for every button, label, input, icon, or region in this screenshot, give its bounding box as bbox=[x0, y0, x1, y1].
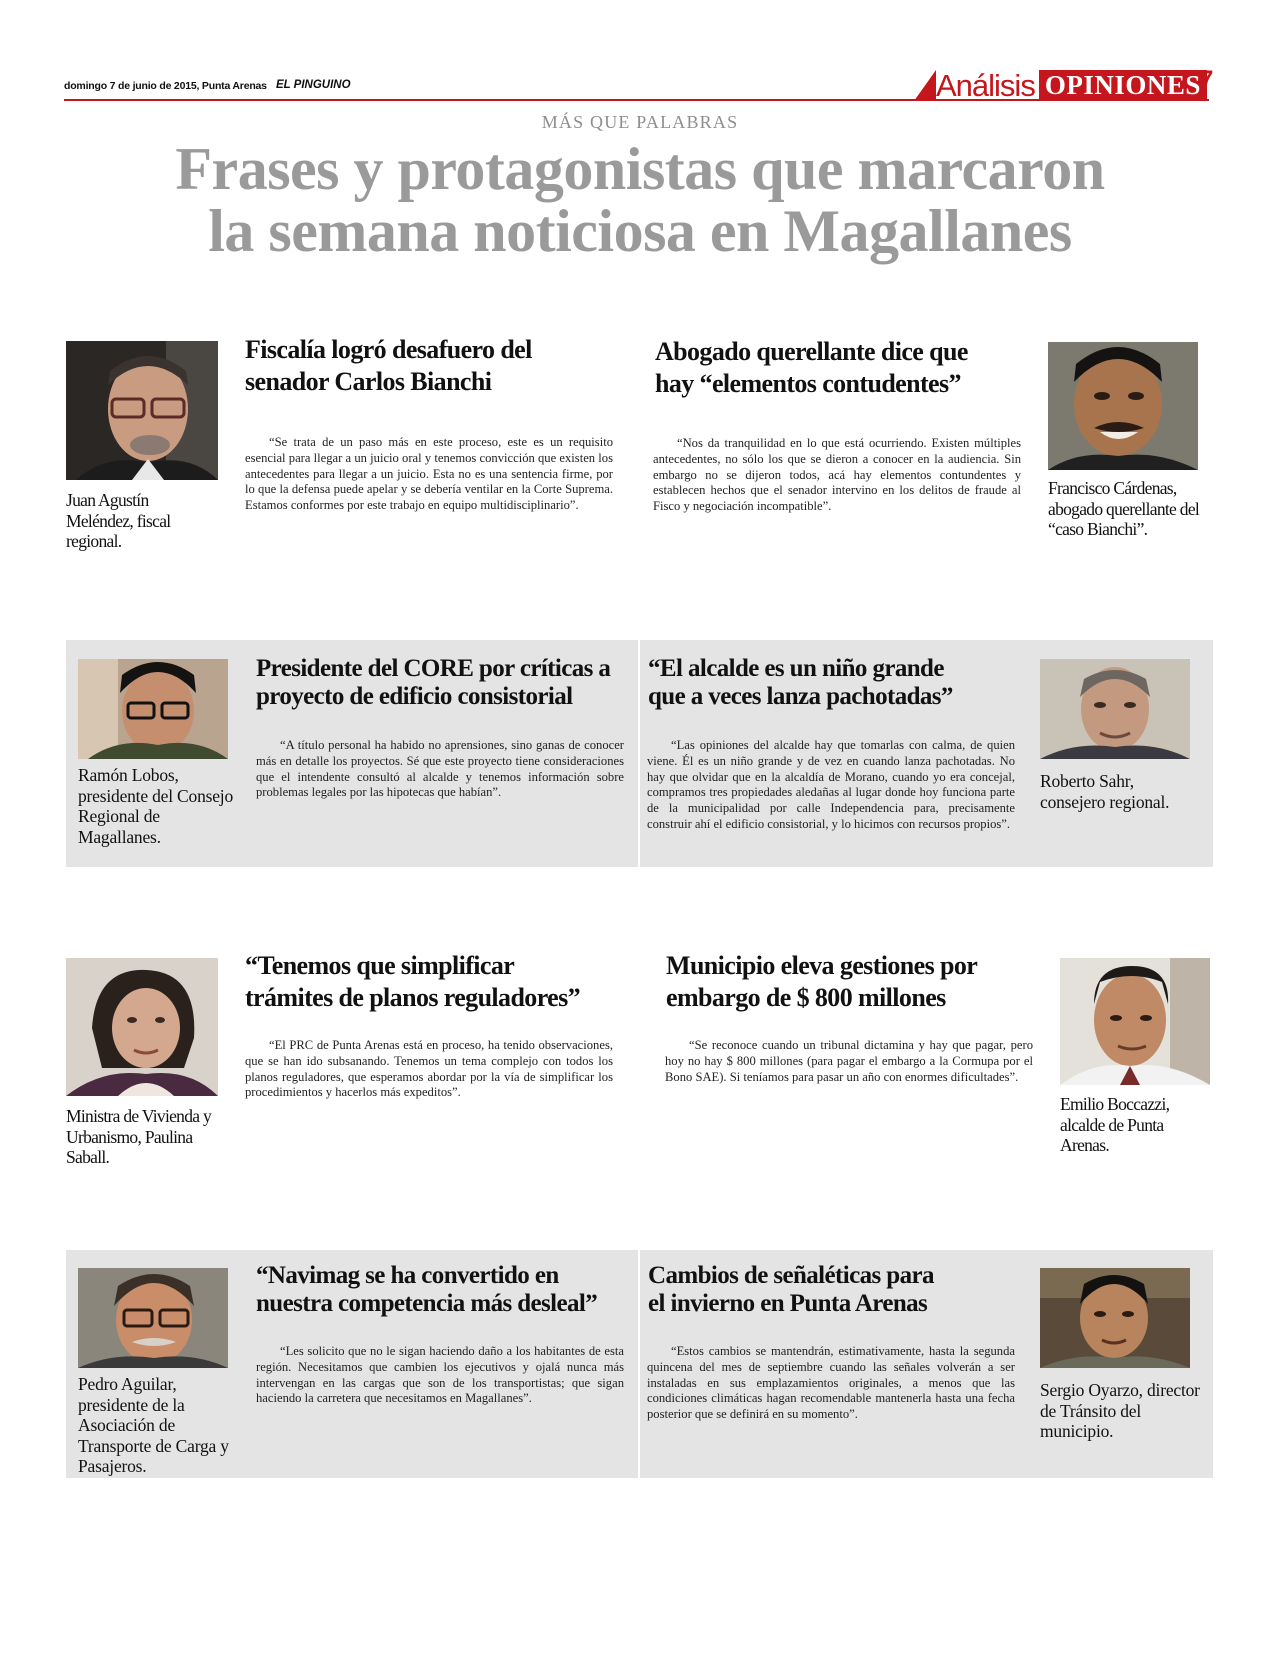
band-divider bbox=[638, 1250, 640, 1478]
portrait-photo bbox=[78, 1268, 228, 1368]
quote-text: “El PRC de Punta Arenas está en proceso, ha tenido observaciones, que se han ido subsanando. Tenemos un tema complejo con todos los planos reguladores, que esperamos abordar por la vía de simplificar los procedimientos y hacerlos más expeditos”. bbox=[245, 1038, 613, 1100]
headline-line: nuestra competencia más desleal” bbox=[256, 1290, 598, 1317]
headline-line: Municipio eleva gestiones por bbox=[666, 951, 978, 980]
photo-caption: Pedro Aguilar, presidente de la Asociación de Transporte de Carga y Pasajeros. bbox=[78, 1374, 229, 1476]
article-2 bbox=[655, 336, 1055, 400]
photo-caption: Ramón Lobos, presidente del Consejo Regional de Magallanes. bbox=[78, 765, 234, 847]
portrait-photo bbox=[78, 659, 228, 759]
issue-date: domingo 7 de junio de 2015, Punta Arenas bbox=[64, 80, 267, 92]
page-number: 7 bbox=[1200, 66, 1214, 93]
article-6 bbox=[666, 950, 1046, 1014]
headline bbox=[648, 1262, 1048, 1318]
headline bbox=[256, 655, 638, 711]
photo-caption: Juan Agustín Meléndez, fiscal regional. bbox=[66, 490, 171, 551]
section-name: OPINIONES bbox=[1039, 70, 1207, 101]
headline-line: trámites de planos reguladores” bbox=[245, 983, 581, 1012]
quote-text: “Nos da tranquilidad en lo que está ocurriendo. Existen múltiples antecedentes, no sólo los que se dieron a conocer en la audiencia. Sin embargo no se dijeron todos, acá hay elementos contundentes y establecen hechos que el senador intervino en los delitos de fraude al Fisco y negociación incompatible”. bbox=[653, 436, 1021, 514]
photo-caption: Ministra de Vivienda y Urbanismo, Paulina Saball. bbox=[66, 1106, 212, 1167]
headline bbox=[256, 1262, 638, 1318]
portrait-photo bbox=[66, 341, 218, 480]
headline-line: Abogado querellante dice que bbox=[655, 337, 968, 366]
section-label bbox=[936, 70, 1207, 101]
portrait-photo bbox=[1060, 958, 1210, 1085]
quote-text: “Se reconoce cuando un tribunal dictamina y hay que pagar, pero hoy no hay $ 800 millones (para pagar el embargo a la Cormupa por el Bono SAE). Si teníamos para pasar un año con enormes dificultades”. bbox=[665, 1038, 1033, 1084]
portrait-photo bbox=[1048, 342, 1198, 470]
photo-caption: Emilio Boccazzi, alcalde de Punta Arenas. bbox=[1060, 1094, 1170, 1155]
headline-line: “El alcalde es un niño grande bbox=[648, 655, 944, 682]
quote-text: “Las opiniones del alcalde hay que tomarlas con calma, de quien viene. Él es un niño grande y de vez en cuando lanza pachotadas. No hay que olvidar que en la alcaldía de Morano, cuando yo era concejal, compramos tres propiedades aledañas al lugar donde hoy funciona parte de la municipalidad por calle Independencia para, precisamente construir ahí el edificio consistorial, y lo hicimos con recursos propios”. bbox=[647, 738, 1015, 831]
newspaper-name: EL PINGUINO bbox=[276, 79, 351, 91]
headline-line: que a veces lanza pachotadas” bbox=[648, 683, 953, 710]
portrait-photo bbox=[1040, 1268, 1190, 1368]
article-7 bbox=[256, 1262, 638, 1318]
headline-line: “Tenemos que simplificar bbox=[245, 951, 515, 980]
quote-text: “Les solicito que no le sigan haciendo daño a los habitantes de esta región. Necesitamos que cambien los ejecutivos y ojalá nunca más intervengan en las cargas que son de los transportistas; que sigan haciendo la carretera que necesitamos en Magallanes”. bbox=[256, 1344, 624, 1406]
portrait-photo bbox=[1040, 659, 1190, 759]
headline bbox=[666, 950, 1046, 1014]
headline-line: el invierno en Punta Arenas bbox=[648, 1290, 928, 1317]
section-prefix: Análisis bbox=[936, 68, 1035, 103]
article-4 bbox=[648, 655, 1048, 711]
kicker: MÁS QUE PALABRAS bbox=[541, 112, 739, 132]
headline bbox=[245, 334, 625, 398]
headline-line: hay “elementos contudentes” bbox=[655, 369, 961, 398]
headline bbox=[245, 950, 625, 1014]
headline-line: Fiscalía logró desafuero del bbox=[245, 335, 532, 364]
headline bbox=[648, 655, 1048, 711]
photo-caption: Francisco Cárdenas, abogado querellante del “caso Bianchi”. bbox=[1048, 478, 1200, 539]
band-divider bbox=[638, 640, 640, 867]
quote-text: “Se trata de un paso más en este proceso, este es un requisito esencial para llegar a un juicio oral y tenemos convicción que existen los antecedentes para llegar a un juicio. Esta no es una sentencia firme, por lo que la defensa puede apelar y se debería ventilar en la Corte Suprema. Estamos conformes por este trabajo en equipo multidisciplinario”. bbox=[245, 435, 613, 513]
photo-caption: Roberto Sahr, consejero regional. bbox=[1040, 771, 1170, 812]
page-title-line: la semana noticiosa en Magallanes bbox=[208, 198, 1072, 264]
headline-line: “Navimag se ha convertido en bbox=[256, 1262, 559, 1289]
quote-text: “A título personal ha habido no aprensiones, sino ganas de conocer más en detalle los proyectos. Sé que este proyecto tiene consideraciones que el intendente consultó al alcalde y tenemos información sobre problemas legales por las hipotecas que habían”. bbox=[256, 738, 624, 800]
article-1 bbox=[245, 334, 625, 398]
portrait-photo bbox=[66, 958, 218, 1096]
article-5 bbox=[245, 950, 625, 1014]
section-slant-decoration bbox=[914, 70, 936, 101]
headline-line: Cambios de señaléticas para bbox=[648, 1262, 934, 1289]
page-title bbox=[0, 138, 1280, 262]
page-title-line: Frases y protagonistas que marcaron bbox=[175, 136, 1105, 202]
headline-line: senador Carlos Bianchi bbox=[245, 367, 492, 396]
headline-line: Presidente del CORE por críticas a bbox=[256, 655, 611, 682]
headline bbox=[655, 336, 1055, 400]
headline-line: proyecto de edificio consistorial bbox=[256, 683, 573, 710]
photo-caption: Sergio Oyarzo, director de Tránsito del municipio. bbox=[1040, 1380, 1200, 1441]
headline-line: embargo de $ 800 millones bbox=[666, 983, 946, 1012]
article-8 bbox=[648, 1262, 1048, 1318]
quote-text: “Estos cambios se mantendrán, estimativamente, hasta la segunda quincena del mes de septiembre cuando las señales volverán a ser instaladas en sus emplazamientos originales, a menos que las condiciones climáticas hagan recomendable mantenerla hasta una fecha posterior que se definirá en su momento”. bbox=[647, 1344, 1015, 1422]
article-3 bbox=[256, 655, 638, 711]
